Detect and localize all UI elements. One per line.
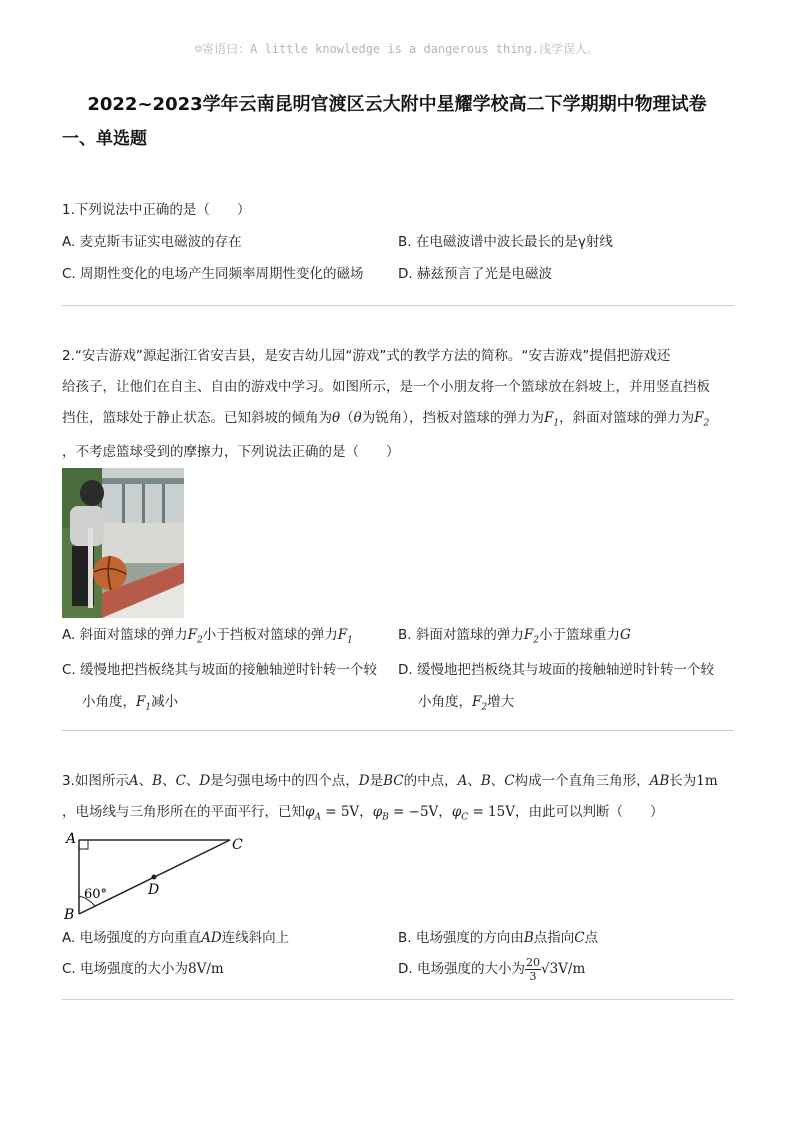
- theta: θ: [332, 410, 341, 426]
- q3-text: 是匀强电场中的四个点，: [210, 773, 359, 789]
- q2-option-b-text: 小于篮球重力: [538, 627, 620, 643]
- q3-text: ，电场线与三角形所在的平面平行，已知: [62, 804, 305, 820]
- q2-text: 为锐角），挡板对篮球的弹力为: [361, 410, 545, 426]
- photo-drawing: [62, 468, 184, 618]
- field-value: 8V/m: [188, 961, 224, 977]
- subscript: B: [382, 812, 389, 823]
- point-a: A: [128, 773, 139, 789]
- sqrt-three: √3: [540, 961, 559, 977]
- section-heading: 一、单选题: [62, 129, 147, 149]
- q3-option-b-text: B. 电场强度的方向由: [398, 930, 524, 946]
- subscript: A: [314, 812, 321, 823]
- q2-option-a[interactable]: [62, 621, 392, 655]
- q2-text: ，斜面对篮球的弹力为: [559, 410, 695, 426]
- q2-option-c-text: 减小: [151, 694, 179, 710]
- force-f2: [523, 627, 539, 646]
- phi-a-value: = 5V，: [320, 804, 373, 820]
- q2-option-d-line-1: D. 缓慢地把挡板绕其与坡面的接触轴逆时针转一个较: [398, 662, 714, 678]
- fraction-denominator: 3: [529, 969, 537, 983]
- exam-title: 2022~2023学年云南昆明官渡区云大附中星耀学校高二下学期期中物理试卷: [87, 94, 707, 115]
- q3-option-b[interactable]: [398, 924, 728, 952]
- fraction-numerator: 20: [525, 955, 540, 969]
- length-value: 1m: [696, 773, 718, 789]
- phi-b-value: = −5V，: [388, 804, 452, 820]
- q3-text: 是: [369, 773, 384, 789]
- f-symbol: F: [694, 410, 704, 426]
- triangle-diagram: [62, 826, 262, 922]
- point-d: D: [199, 773, 211, 789]
- f-symbol: F: [187, 627, 197, 643]
- q3-option-c[interactable]: [62, 955, 392, 983]
- f-symbol: F: [544, 410, 554, 426]
- f-symbol: F: [472, 694, 482, 710]
- q3-text: 、: [138, 773, 153, 789]
- q3-option-c-text: C. 电场强度的大小为: [62, 961, 189, 977]
- q3-option-d[interactable]: [398, 950, 728, 988]
- q2-option-a-text: A. 斜面对篮球的弹力: [62, 627, 188, 643]
- q2-option-d[interactable]: [398, 654, 728, 724]
- fraction: [525, 956, 541, 983]
- q2-line-1: 2.“安吉游戏”源起浙江省安吉县，是安吉幼儿园“游戏”式的教学方法的简称。“安吉游戏”提倡把游戏还: [62, 348, 671, 364]
- phi-b: [372, 804, 389, 823]
- force-f2: [472, 694, 488, 713]
- force-f1: [544, 410, 560, 429]
- q2-option-b-text: B. 斜面对篮球的弹力: [398, 627, 524, 643]
- question-2: [62, 342, 734, 466]
- phi-c-value: = 15V，由此可以判断（ ）: [468, 804, 664, 820]
- unit: V/m: [558, 961, 586, 977]
- q2-option-c-line-1: C. 缓慢地把挡板绕其与坡面的接触轴逆时针转一个较: [62, 662, 378, 678]
- point-b: B: [480, 773, 491, 789]
- q2-line-3: [62, 404, 734, 438]
- angle-label: 60°: [84, 887, 108, 902]
- q3-option-d-text: D. 电场强度的大小为: [398, 961, 525, 977]
- divider: [62, 305, 734, 306]
- f-symbol: F: [337, 627, 348, 643]
- subscript: 2: [533, 635, 539, 646]
- point-c: C: [175, 773, 186, 789]
- label-b: B: [64, 907, 75, 922]
- q2-text: 挡住，篮球处于静止状态。已知斜坡的倾角为: [62, 410, 332, 426]
- subscript: 2: [196, 635, 203, 646]
- q3-text: 、: [490, 773, 505, 789]
- q2-option-b[interactable]: [398, 621, 728, 655]
- phi-symbol: φ: [305, 804, 315, 820]
- subscript: 2: [703, 418, 710, 429]
- q3-text: 3.如图所示: [62, 773, 129, 789]
- q3-line-1: [62, 767, 734, 795]
- f-symbol: F: [136, 694, 146, 710]
- subscript: 1: [347, 635, 353, 646]
- q1-option-d[interactable]: D. 赫兹预言了光是电磁波: [398, 266, 552, 282]
- force-f2: [187, 627, 203, 646]
- q2-line-2: 给孩子，让他们在自主、自由的游戏中学习。如图所示，是一个小朋友将一个篮球放在斜坡上，并用竖直挡板: [62, 379, 710, 395]
- divider: [62, 730, 734, 731]
- q3-option-b-text: 点指向: [533, 930, 575, 946]
- q1-option-b[interactable]: B. 在电磁波谱中波长最长的是γ射线: [398, 234, 613, 250]
- q3-option-a-text: A. 电场强度的方向重直: [62, 930, 202, 946]
- subscript: 1: [553, 418, 560, 429]
- q2-line-4: ，不考虑篮球受到的摩擦力，下列说法正确的是（ ）: [62, 443, 400, 460]
- question-1-stem: 1.下列说法中正确的是（ ）: [62, 202, 251, 218]
- point-c: C: [504, 773, 515, 789]
- subscript: 2: [481, 702, 488, 713]
- q3-text: 长为: [669, 773, 697, 789]
- question-1: [62, 196, 734, 224]
- q3-text: 、: [185, 773, 200, 789]
- phi-symbol: φ: [372, 804, 383, 820]
- q1-option-c[interactable]: C. 周期性变化的电场产生同频率周期性变化的磁场: [62, 266, 364, 282]
- label-a: A: [66, 831, 77, 847]
- q2-option-c-line-2: [62, 686, 392, 724]
- segment-bc: BC: [383, 773, 404, 789]
- subscript: C: [461, 812, 469, 823]
- question-3: [62, 767, 734, 832]
- force-f1: [136, 694, 152, 713]
- subscript: 1: [145, 702, 152, 713]
- q1-option-a[interactable]: A. 麦克斯韦证实电磁波的存在: [62, 234, 242, 250]
- theta: θ: [353, 410, 362, 426]
- phi-symbol: φ: [451, 804, 462, 820]
- divider: [62, 999, 734, 1000]
- q2-option-d-text: 小角度，: [418, 694, 472, 710]
- phi-c: [451, 804, 469, 823]
- point-b: B: [523, 930, 534, 946]
- q2-option-a-text: 小于挡板对篮球的弹力: [202, 627, 338, 643]
- phi-a: [305, 804, 321, 823]
- q2-text: （: [340, 410, 354, 426]
- q2-option-d-line-2: [398, 686, 728, 724]
- q2-option-c-text: 小角度，: [82, 694, 136, 710]
- right-angle-mark: [79, 840, 88, 849]
- point-b: B: [152, 773, 163, 789]
- q3-option-a[interactable]: [62, 924, 392, 952]
- segment-ad: AD: [201, 930, 222, 946]
- basketball-photo: [62, 468, 184, 618]
- force-f1: [337, 627, 353, 646]
- q3-text: 构成一个直角三角形，: [514, 773, 650, 789]
- point-d: D: [358, 773, 370, 789]
- force-f2: [694, 410, 710, 429]
- point-c: C: [574, 930, 585, 946]
- q3-text: 、: [467, 773, 481, 789]
- q3-text: 、: [162, 773, 176, 789]
- page-motto: ☺寄语曰：A little knowledge is a dangerous thing.浅学误人。: [194, 42, 600, 56]
- point-d-dot: [152, 875, 157, 880]
- point-a: A: [457, 773, 468, 789]
- segment-ab: AB: [649, 773, 670, 789]
- q2-option-c[interactable]: [62, 654, 392, 724]
- q3-text: 的中点，: [403, 773, 458, 789]
- gravity-g: G: [619, 627, 631, 643]
- f-symbol: F: [523, 627, 534, 643]
- q3-option-b-text: 点: [584, 930, 599, 946]
- label-c: C: [232, 837, 243, 853]
- q2-option-d-text: 增大: [487, 694, 515, 710]
- label-d: D: [148, 882, 160, 898]
- q3-option-a-text: 连线斜向上: [221, 930, 290, 946]
